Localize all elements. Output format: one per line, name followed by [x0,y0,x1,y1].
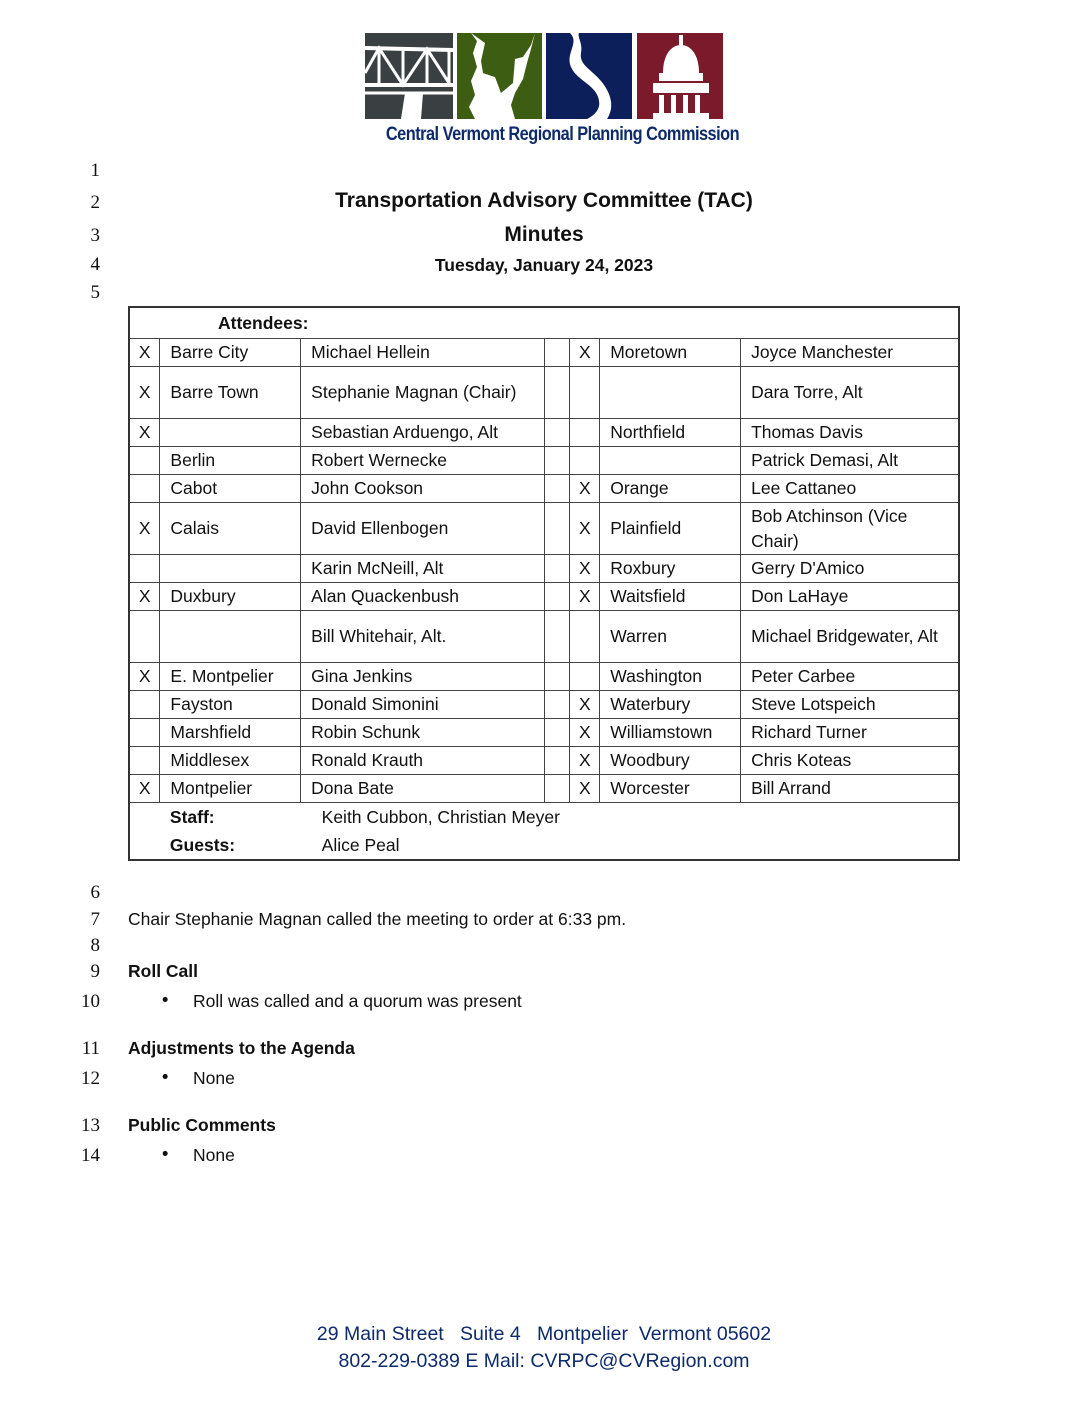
town-cell: Woodbury [600,747,741,775]
table-row [129,447,959,475]
member-cell: Richard Turner [741,719,959,747]
member-cell: Bob Atchinson (Vice Chair) [741,503,959,555]
present-mark [129,747,160,775]
table-row [129,747,959,775]
town-cell: Waitsfield [600,583,741,611]
town-cell: Barre City [160,339,301,367]
member-cell: Ronald Krauth [301,747,545,775]
staff-value: Keith Cubbon, Christian Meyer [321,806,560,827]
line-number: 5 [90,282,100,303]
spacer-cell [129,831,160,860]
present-mark: X [129,663,160,691]
town-cell: E. Montpelier [160,663,301,691]
spacer-cell [545,775,570,803]
present-mark [570,367,600,419]
member-cell: Patrick Demasi, Alt [741,447,959,475]
present-mark: X [570,475,600,503]
bridge-icon [365,33,453,119]
table-row [129,691,959,719]
present-mark: X [570,747,600,775]
table-row [129,503,959,555]
member-cell: Dona Bate [301,775,545,803]
member-cell: Michael Hellein [301,339,545,367]
member-cell: Joyce Manchester [741,339,959,367]
vermont-map-icon [457,33,542,119]
present-mark: X [570,555,600,583]
line-number: 8 [90,935,100,956]
town-cell [600,447,741,475]
cvrpc-logo [365,33,723,119]
section-heading-roll-call: Roll Call [128,961,199,981]
member-cell: Chris Koteas [741,747,959,775]
town-cell: Marshfield [160,719,301,747]
guests-label: Guests: [160,831,301,860]
member-cell: Donald Simonini [301,691,545,719]
present-mark: X [570,339,600,367]
present-mark: X [570,775,600,803]
table-row [129,775,959,803]
table-row [129,339,959,367]
present-mark: X [129,503,160,555]
spacer-cell [545,691,570,719]
present-mark [129,475,160,503]
staff-label: Staff: [169,806,215,827]
meeting-date: Tuesday, January 24, 2023 [434,255,654,275]
call-to-order-text: Chair Stephanie Magnan called the meeting to order at 6:33 pm. [128,909,627,929]
member-cell: Lee Cattaneo [741,475,959,503]
present-mark: X [570,503,600,555]
town-cell: Plainfield [600,503,741,555]
table-row [129,663,959,691]
town-cell: Northfield [600,419,741,447]
town-cell: Roxbury [600,555,741,583]
present-mark [570,419,600,447]
line-number: 2 [90,192,100,213]
spacer-cell [545,367,570,419]
town-cell: Middlesex [160,747,301,775]
member-cell: Thomas Davis [741,419,959,447]
line-number: 12 [81,1068,100,1089]
public-comments-item: None [193,1145,235,1165]
table-row [129,475,959,503]
town-cell: Warren [600,611,741,663]
town-cell: Worcester [600,775,741,803]
table-row [129,583,959,611]
spacer-cell [545,475,570,503]
guests-row [129,831,959,860]
present-mark [570,447,600,475]
member-cell: Gina Jenkins [301,663,545,691]
line-number: 14 [81,1145,100,1166]
member-cell: David Ellenbogen [301,503,545,555]
line-number: 4 [90,254,100,275]
attendees-heading-row [129,307,959,339]
section-heading-adjustments: Adjustments to the Agenda [128,1038,355,1058]
member-cell: Robert Wernecke [301,447,545,475]
bullet-icon: • [160,1068,171,1088]
member-cell: Alan Quackenbush [301,583,545,611]
town-cell: Washington [600,663,741,691]
spacer-cell [545,419,570,447]
spacer-cell [545,555,570,583]
town-cell [160,555,301,583]
present-mark: X [570,691,600,719]
town-cell: Berlin [160,447,301,475]
member-cell: Dara Torre, Alt [741,367,959,419]
table-row [129,719,959,747]
line-number: 7 [90,909,100,930]
member-cell: Steve Lotspeich [741,691,959,719]
member-cell: Gerry D'Amico [741,555,959,583]
roll-call-item: Roll was called and a quorum was present [193,991,522,1011]
table-row [129,419,959,447]
spacer-cell [545,447,570,475]
bullet-icon: • [160,1145,171,1165]
present-mark: X [570,583,600,611]
member-cell: Karin McNeill, Alt [301,555,545,583]
present-mark: X [129,583,160,611]
document-title: Transportation Advisory Committee (TAC) [335,189,753,212]
table-row [129,555,959,583]
member-cell: Stephanie Magnan (Chair) [301,367,545,419]
present-mark [129,719,160,747]
town-cell: Calais [160,503,301,555]
town-cell: Orange [600,475,741,503]
town-cell: Barre Town [160,367,301,419]
member-cell: Don LaHaye [741,583,959,611]
town-cell: Moretown [600,339,741,367]
town-cell [600,367,741,419]
line-number: 11 [81,1038,100,1059]
member-cell: Michael Bridgewater, Alt [741,611,959,663]
spacer-cell [545,719,570,747]
spacer-cell [545,503,570,555]
present-mark: X [129,339,160,367]
footer-contact: 802-229-0389 E Mail: CVRPC@CVRegion.com [338,1350,750,1372]
spacer-cell [545,747,570,775]
town-cell: Montpelier [160,775,301,803]
river-icon [546,33,632,119]
spacer-cell [545,339,570,367]
table-row [129,611,959,663]
member-cell: Robin Schunk [301,719,545,747]
line-number: 13 [81,1115,100,1136]
line-number: 10 [81,991,100,1012]
spacer-cell [545,583,570,611]
present-mark: X [129,367,160,419]
present-mark: X [570,719,600,747]
present-mark [570,611,600,663]
member-cell: Bill Arrand [741,775,959,803]
spacer-cell [545,663,570,691]
member-cell: Peter Carbee [741,663,959,691]
present-mark [570,663,600,691]
town-cell: Fayston [160,691,301,719]
spacer-cell [129,803,160,832]
bullet-icon: • [160,991,171,1011]
line-number: 9 [90,961,100,982]
town-cell: Williamstown [600,719,741,747]
town-cell: Duxbury [160,583,301,611]
table-row [129,367,959,419]
line-number: 3 [90,225,100,246]
footer-address: 29 Main Street Suite 4 Montpelier Vermont 05602 [316,1323,772,1345]
section-heading-public-comments: Public Comments [128,1115,276,1135]
logo-caption: Central Vermont Regional Planning Commission [385,124,740,145]
member-cell: John Cookson [301,475,545,503]
member-cell: Sebastian Arduengo, Alt [301,419,545,447]
spacer-cell [545,611,570,663]
present-mark [129,611,160,663]
town-cell [160,419,301,447]
member-cell: Bill Whitehair, Alt. [301,611,545,663]
capitol-dome-icon [637,33,723,119]
line-number: 6 [90,882,100,903]
adjustments-item: None [193,1068,235,1088]
present-mark [129,691,160,719]
line-number: 1 [90,160,100,181]
guests-value: Alice Peal [301,831,959,860]
town-cell [160,611,301,663]
document-subtitle: Minutes [504,223,584,246]
present-mark: X [129,775,160,803]
staff-row [129,803,959,832]
town-cell: Waterbury [600,691,741,719]
present-mark [129,447,160,475]
attendees-heading: Attendees: [129,307,959,339]
attendees-table [128,306,960,861]
present-mark [129,555,160,583]
present-mark: X [129,419,160,447]
town-cell: Cabot [160,475,301,503]
